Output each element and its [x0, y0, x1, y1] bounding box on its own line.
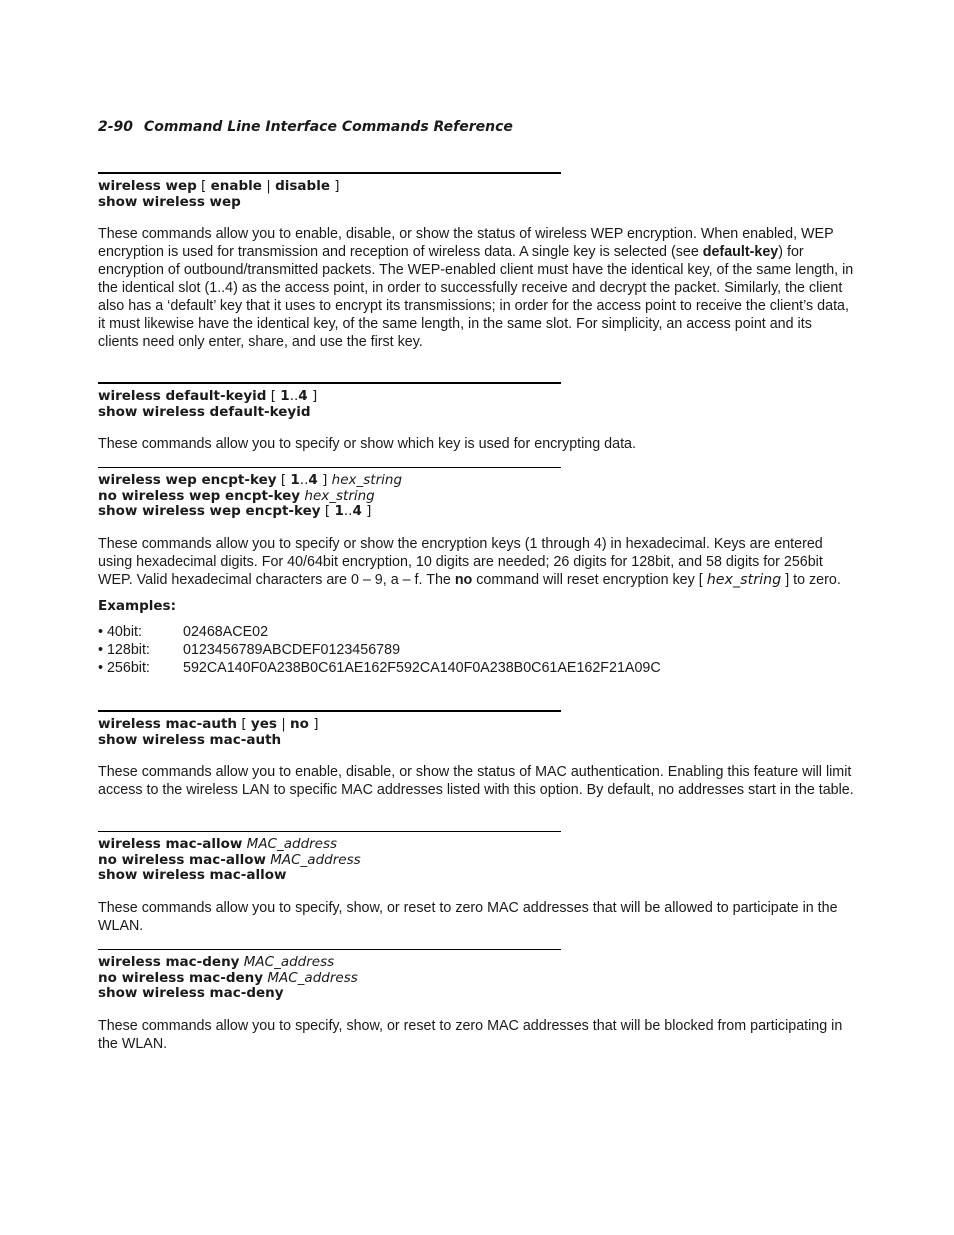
section-rule — [98, 382, 561, 384]
command-line: wireless wep [ enable | disable ] — [98, 178, 340, 194]
section-description: These commands allow you to enable, disable, or show the status of MAC authentication. Enabling this feature will limit access to the wireless LAN to specific MAC addresses listed with this option. By default, no addresses start in the table. — [98, 764, 854, 798]
command-line: show wireless mac-allow — [98, 867, 287, 883]
section-mac-allow — [98, 831, 854, 935]
command-line: no wireless wep encpt-key hex_string — [98, 487, 375, 504]
examples-title: Examples: — [98, 597, 176, 614]
section-wireless-wep — [98, 172, 854, 351]
section-default-keyid — [98, 382, 854, 453]
command-line: wireless mac-deny MAC_address — [98, 954, 335, 970]
command-syntax — [98, 717, 854, 748]
command-line: wireless mac-auth [ yes | no ] — [98, 716, 319, 732]
section-rule — [98, 949, 561, 950]
section-rule — [98, 467, 561, 468]
command-line: wireless mac-allow MAC_address — [98, 836, 338, 852]
section-description: These commands allow you to enable, disable, or show the status of wireless WEP encryption. When enabled, WEP encryption is used for transmission and reception of wireless data. A single key is selected (see default-key) for encryption of outbound/transmitted packets. The WEP-enabled client must have the identical key, of the same length, in the identical slot (1..4) as the access point, in order to successfully receive and decrypt the packet. Similarly, the client also has a ‘default’ key that it uses to encrypt its transmissions; in order for the access point to receive the client’s data, it must likewise have the identical key, of the same length, in the same slot. For simplicity, an access point and its clients need only enter, share, and use the first key. — [98, 226, 854, 350]
command-line: show wireless default-keyid — [98, 403, 311, 420]
command-line: show wireless mac-deny — [98, 985, 284, 1001]
command-line: no wireless mac-allow MAC_address — [98, 851, 361, 868]
section-description: These commands allow you to specify, show, or reset to zero MAC addresses that will be allowed to participate in the WLAN. — [98, 899, 838, 934]
page-number: 2-90 — [98, 119, 134, 135]
command-line: no wireless mac-deny MAC_address — [98, 969, 358, 986]
examples-list — [98, 623, 854, 677]
command-line: wireless default-keyid [ 1..4 ] — [98, 388, 318, 404]
section-mac-deny — [98, 949, 854, 1053]
section-description: These commands allow you to specify, show, or reset to zero MAC addresses that will be blocked from participating in the WLAN. — [98, 1017, 843, 1052]
command-line: show wireless mac-auth — [98, 731, 282, 748]
section-description: These commands allow you to specify or show which key is used for encrypting data. — [98, 436, 636, 452]
command-syntax — [98, 473, 854, 520]
page-header — [98, 119, 513, 135]
command-syntax — [98, 837, 854, 884]
section-rule — [98, 831, 561, 832]
command-syntax — [98, 179, 854, 210]
section-mac-auth — [98, 710, 854, 799]
command-line: wireless wep encpt-key [ 1..4 ] hex_string — [98, 472, 403, 488]
section-description: These commands allow you to specify or show the encryption keys (1 through 4) in hexadecimal. Keys are entered using hexadecimal digits. For 40/64bit encryption, 10 digits are needed; 26 digits for 128bit, and 58 digits for 256bit WEP. Valid hexadecimal characters are 0 – 9, a – f. The no command will reset encryption key [ hex_string ] to zero. — [98, 535, 841, 588]
list-item: • 40bit: 02468ACE02 — [98, 623, 269, 640]
list-item: • 256bit: 592CA140F0A238B0C61AE162F592CA140F0A238B0C61AE162F21A09C — [98, 659, 661, 676]
command-syntax — [98, 389, 854, 420]
command-line: show wireless wep — [98, 193, 241, 210]
list-item: • 128bit: 0123456789ABCDEF0123456789 — [98, 641, 401, 658]
page-header-title: Command Line Interface Commands Reference — [143, 119, 513, 135]
section-rule — [98, 172, 561, 174]
section-wep-encpt-key — [98, 467, 854, 677]
section-rule — [98, 710, 561, 712]
command-line: show wireless wep encpt-key [ 1..4 ] — [98, 503, 372, 519]
command-syntax — [98, 955, 854, 1002]
